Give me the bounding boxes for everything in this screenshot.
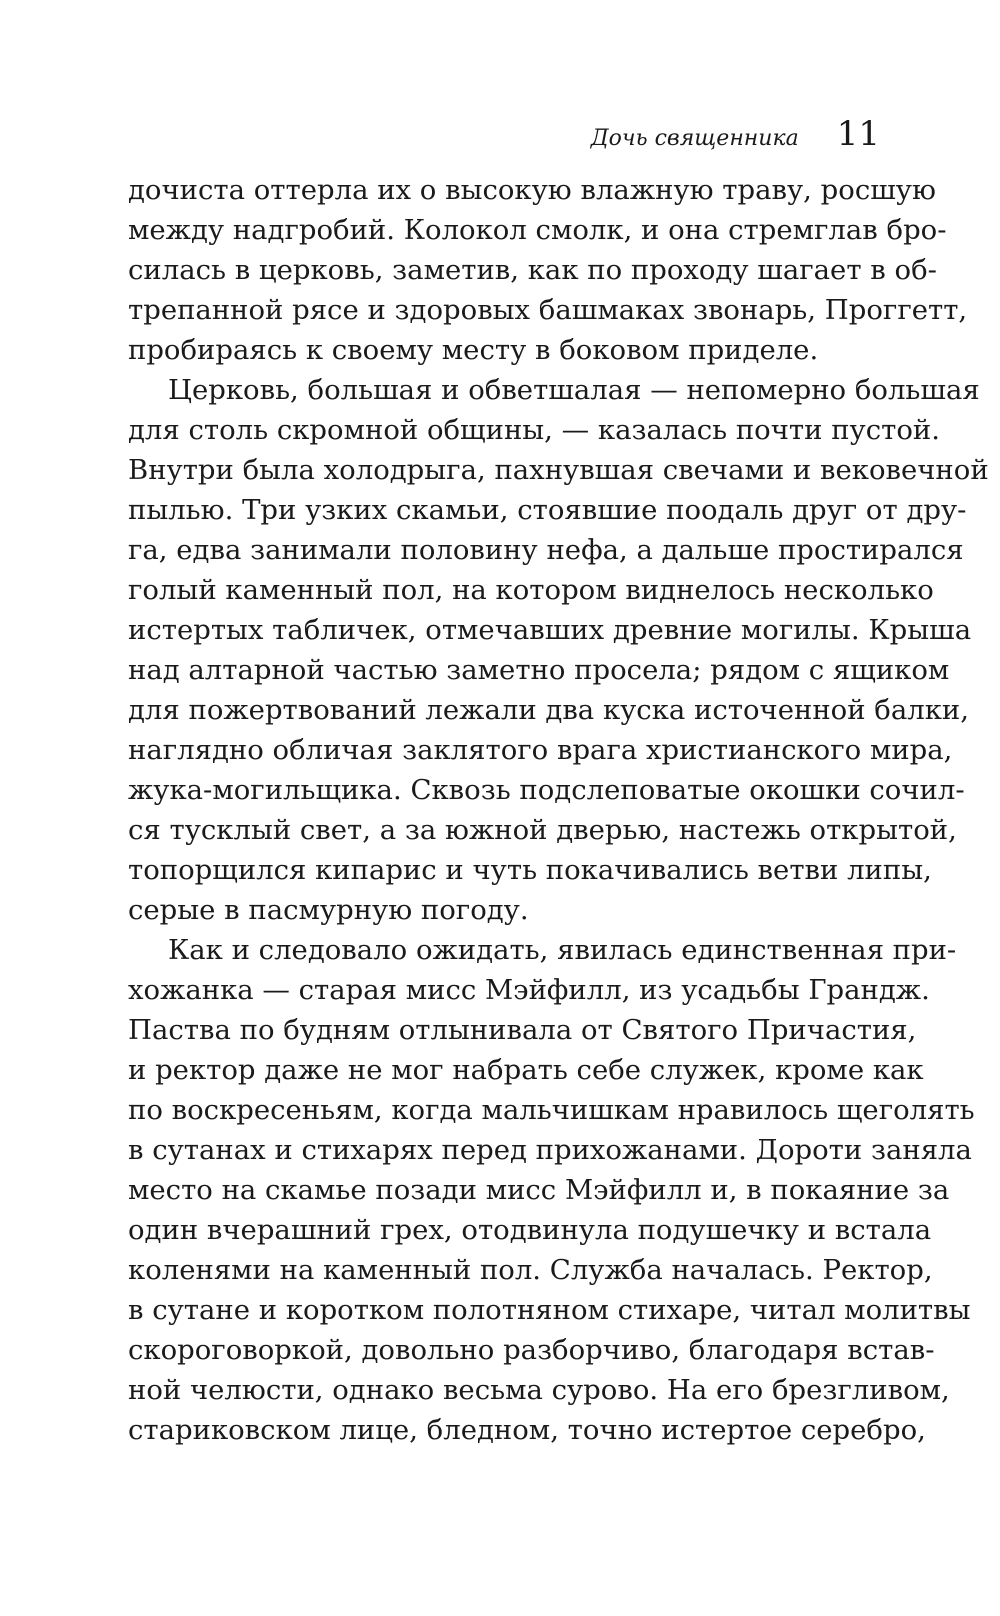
text-line: Внутри была холодрыга, пахнувшая свечами и вековечной [128,454,989,486]
text-line: скороговоркой, довольно разборчиво, благодаря встав- [128,1334,935,1366]
text-line: голый каменный пол, на котором виднелось несколько [128,574,934,606]
text-line: истертых табличек, отмечавших древние могилы. Крыша [128,614,972,646]
text-line: над алтарной частью заметно просела; рядом с ящиком [128,654,950,686]
text-line: пылью. Три узких скамьи, стоявшие поодаль друг от дру- [128,494,967,526]
text-line: по воскресеньям, когда мальчишкам нравилось щеголять [128,1094,975,1126]
text-line: хожанка — старая мисс Мэйфилл, из усадьбы Грандж. [128,974,930,1006]
text-line: наглядно обличая заклятого врага христианского мира, [128,734,953,766]
paragraph-start-line: Церковь, большая и обветшалая — непомерно большая [168,374,980,406]
paragraph-start-line: Как и следовало ожидать, явилась единственная при- [168,934,957,966]
text-line: трепанной рясе и здоровых башмаках звонарь, Проггетт, [128,294,968,326]
text-line: жука-могильщика. Сквозь подслеповатые окошки сочил- [128,774,965,806]
running-head [128,114,880,154]
page-number: 11 [836,114,880,154]
text-line: стариковском лице, бледном, точно истертое серебро, [128,1414,926,1446]
text-line: топорщился кипарис и чуть покачивались ветви липы, [128,854,932,886]
text-line: га, едва занимали половину нефа, а дальше простирался [128,534,964,566]
body-text [128,170,989,1450]
text-line: один вчерашний грех, отодвинула подушечку и встала [128,1214,932,1246]
text-line: ся тусклый свет, а за южной дверью, настежь открытой, [128,814,957,846]
text-line: в сутане и коротком полотняном стихаре, читал молитвы [128,1294,971,1326]
text-line: дочиста оттерла их о высокую влажную траву, росшую [128,174,936,206]
text-line: между надгробий. Колокол смолк, и она стремглав бро- [128,214,947,246]
text-line: для пожертвований лежали два куска источенной балки, [128,694,969,726]
running-title: Дочь священника [590,126,799,151]
text-line: силась в церковь, заметив, как по проходу шагает в об- [128,254,937,286]
text-line: для столь скромной общины, — казалась почти пустой. [128,414,940,446]
text-line: место на скамье позади мисс Мэйфилл и, в покаяние за [128,1174,950,1206]
text-line: Паства по будням отлынивала от Святого Причастия, [128,1014,917,1046]
text-line: серые в пасмурную погоду. [128,894,529,926]
text-line: ной челюсти, однако весьма сурово. На его брезгливом, [128,1374,950,1406]
text-line: пробираясь к своему месту в боковом приделе. [128,334,819,366]
text-line: коленями на каменный пол. Служба началась. Ректор, [128,1254,933,1286]
text-line: и ректор даже не мог набрать себе служек, кроме как [128,1054,924,1086]
text-line: в сутанах и стихарях перед прихожанами. Дороти заняла [128,1134,972,1166]
